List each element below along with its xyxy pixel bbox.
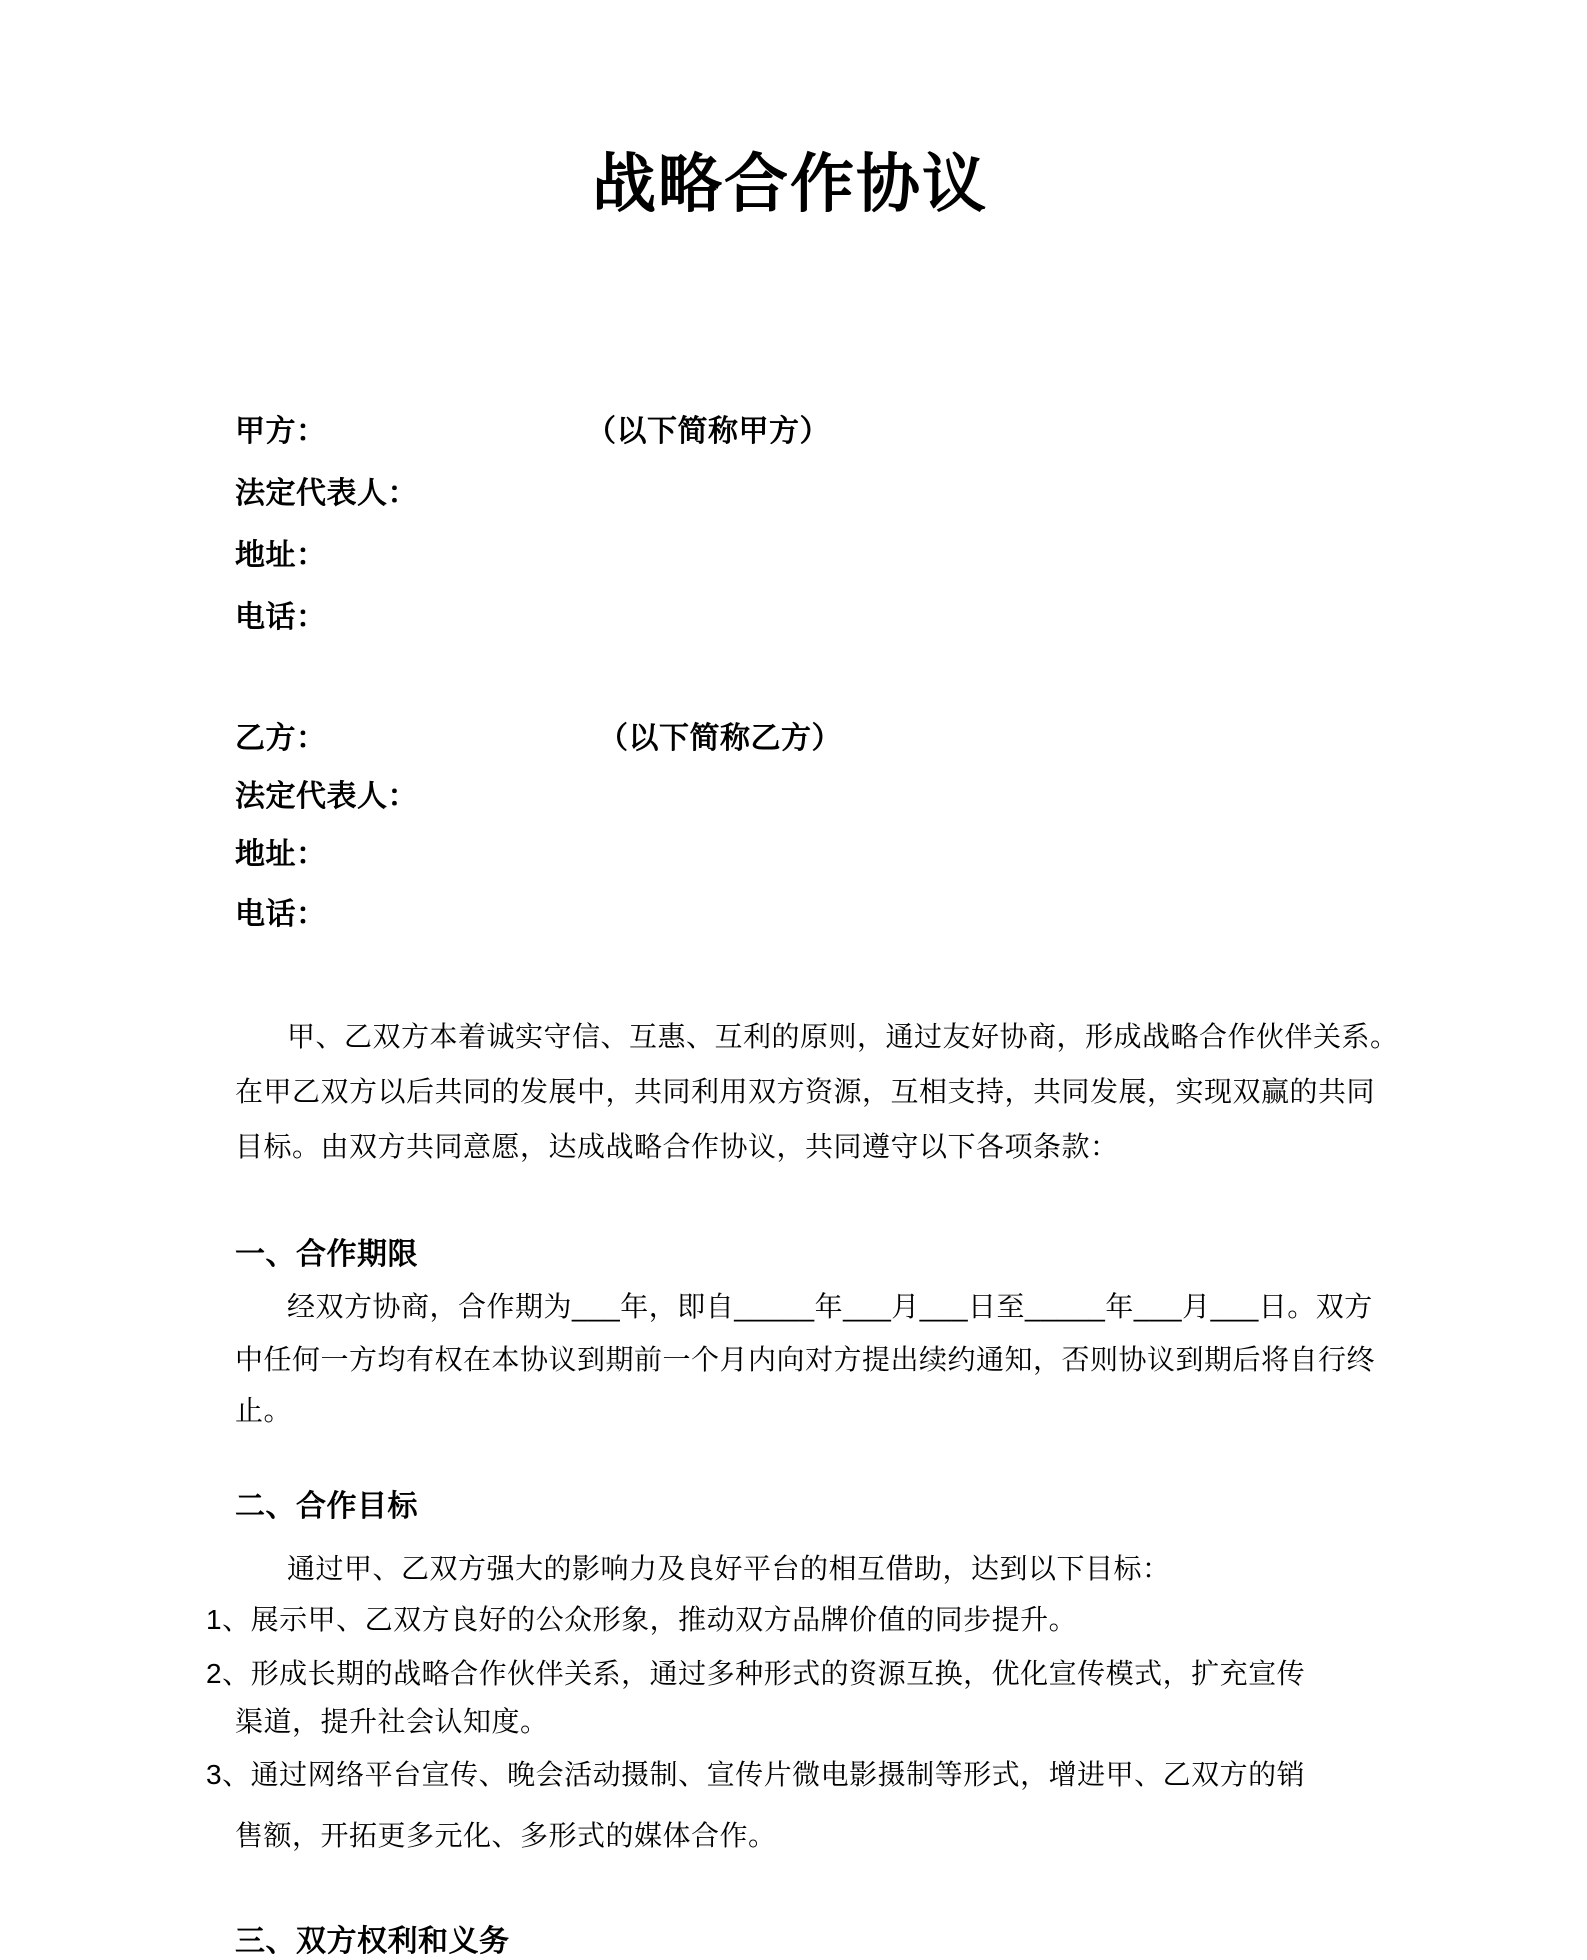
party-b-name-line <box>235 722 842 755</box>
preamble-line-3: 目标。由双方共同意愿，达成战略合作协议，共同遵守以下各项条款： <box>235 1131 1119 1162</box>
section-2-item-3-line-1: 3、通过网络平台宣传、晚会活动摄制、宣传片微电影摄制等形式，增进甲、乙双方的销 <box>206 1759 1306 1790</box>
section-2-intro: 通过甲、乙双方强大的影响力及良好平台的相互借助，达到以下目标： <box>287 1553 1171 1584</box>
section-1-heading: 一、合作期限 <box>235 1238 418 1271</box>
document-title: 战略合作协议 <box>592 148 988 220</box>
section-1-line-3: 止。 <box>235 1395 293 1426</box>
section-1-line-1: 经双方协商，合作期为___年，即自_____年___月___日至_____年___月___日。双方 <box>287 1291 1373 1322</box>
section-2-heading: 二、合作目标 <box>235 1490 418 1523</box>
party-b-name-label: 乙方： <box>235 722 327 755</box>
party-b-alias-note: （以下简称乙方） <box>598 722 842 755</box>
party-a-legal-rep-label: 法定代表人： <box>235 477 418 510</box>
preamble-line-1: 甲、乙双方本着诚实守信、互惠、互利的原则，通过友好协商，形成战略合作伙伴关系。 <box>287 1021 1399 1052</box>
party-b-address-label: 地址： <box>235 838 327 871</box>
section-2-item-3-line-2: 售额，开拓更多元化、多形式的媒体合作。 <box>235 1820 777 1851</box>
section-2-item-2-line-1: 2、形成长期的战略合作伙伴关系，通过多种形式的资源互换，优化宣传模式，扩充宣传 <box>206 1658 1306 1689</box>
party-a-alias-note: （以下简称甲方） <box>586 415 830 448</box>
party-b-phone-label: 电话： <box>235 898 327 931</box>
section-2-item-2-line-2: 渠道，提升社会认知度。 <box>235 1706 549 1737</box>
section-3-heading: 三、双方权利和义务 <box>235 1925 510 1958</box>
section-2-item-1: 1、展示甲、乙双方良好的公众形象，推动双方品牌价值的同步提升。 <box>206 1604 1078 1635</box>
party-a-phone-label: 电话： <box>235 601 327 634</box>
party-a-name-line <box>235 415 830 448</box>
party-a-address-label: 地址： <box>235 539 327 572</box>
party-b-legal-rep-label: 法定代表人： <box>235 780 418 813</box>
section-1-line-2: 中任何一方均有权在本协议到期前一个月内向对方提出续约通知，否则协议到期后将自行终 <box>235 1344 1376 1375</box>
party-a-name-label: 甲方： <box>235 415 327 448</box>
preamble-line-2: 在甲乙双方以后共同的发展中，共同利用双方资源，互相支持，共同发展，实现双赢的共同 <box>235 1076 1376 1107</box>
